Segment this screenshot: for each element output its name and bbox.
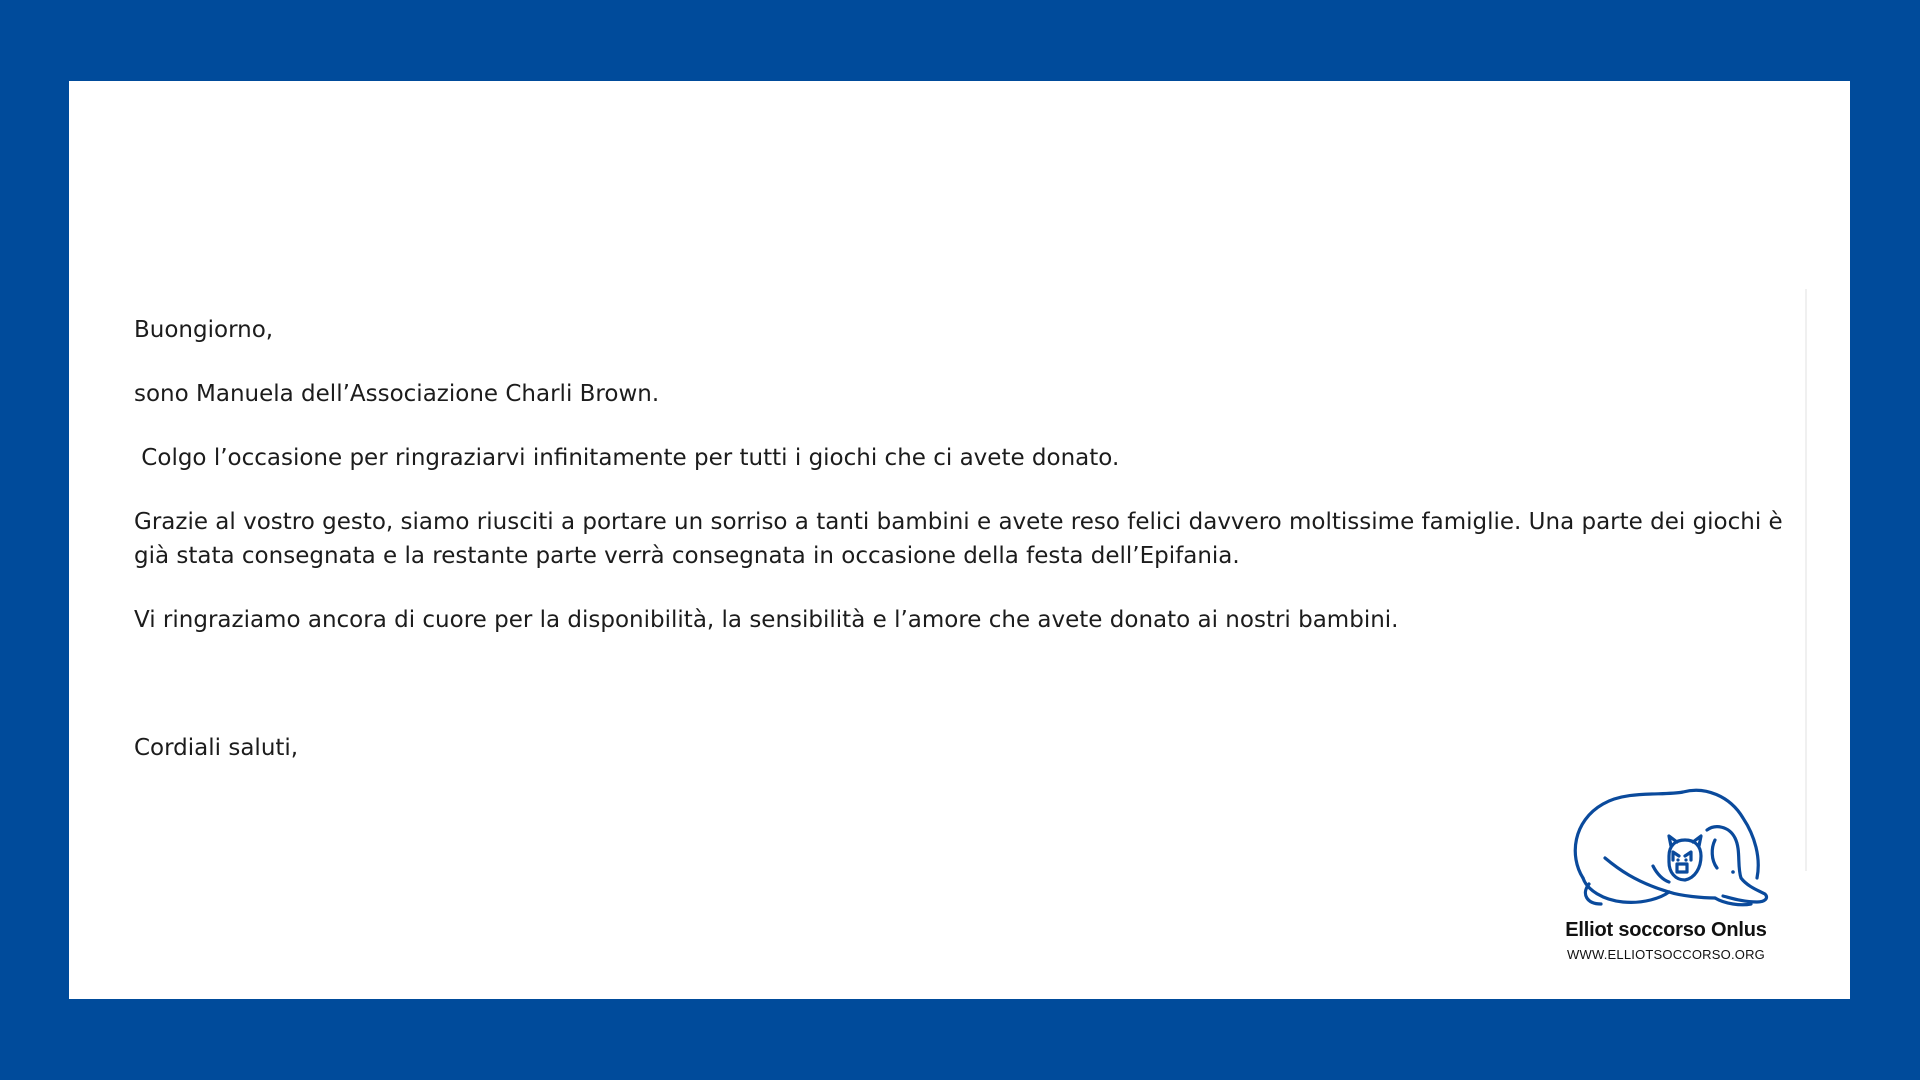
- dog-and-cat-icon: [1565, 786, 1775, 911]
- letter-body: [134, 313, 1794, 795]
- organization-website: WWW.ELLIOTSOCCORSO.ORG: [1567, 947, 1765, 962]
- gratitude-text: Vi ringraziamo ancora di cuore per la disponibilità, la sensibilità e l’amore che avete donato ai nostri bambini.: [134, 607, 1399, 633]
- body-text: Grazie al vostro gesto, siamo riusciti a portare un sorriso a tanti bambini e avete reso felici davvero moltissime famiglie. Una parte dei giochi è già stata consegnata e la restante parte verrà consegnata in occasione della festa dell’Epifania.: [134, 509, 1783, 569]
- organization-logo: [1546, 786, 1786, 976]
- closing-text: Cordiali saluti,: [134, 735, 299, 761]
- greeting-text: Buongiorno,: [134, 317, 274, 343]
- thanks-text: Colgo l’occasione per ringraziarvi infinitamente per tutti i giochi che ci avete donato.: [134, 445, 1120, 471]
- organization-name: Elliot soccorso Onlus: [1565, 919, 1767, 941]
- letter-page: [69, 81, 1850, 999]
- vertical-divider: [1805, 289, 1807, 871]
- intro-text: sono Manuela dell’Associazione Charli Brown.: [134, 381, 660, 407]
